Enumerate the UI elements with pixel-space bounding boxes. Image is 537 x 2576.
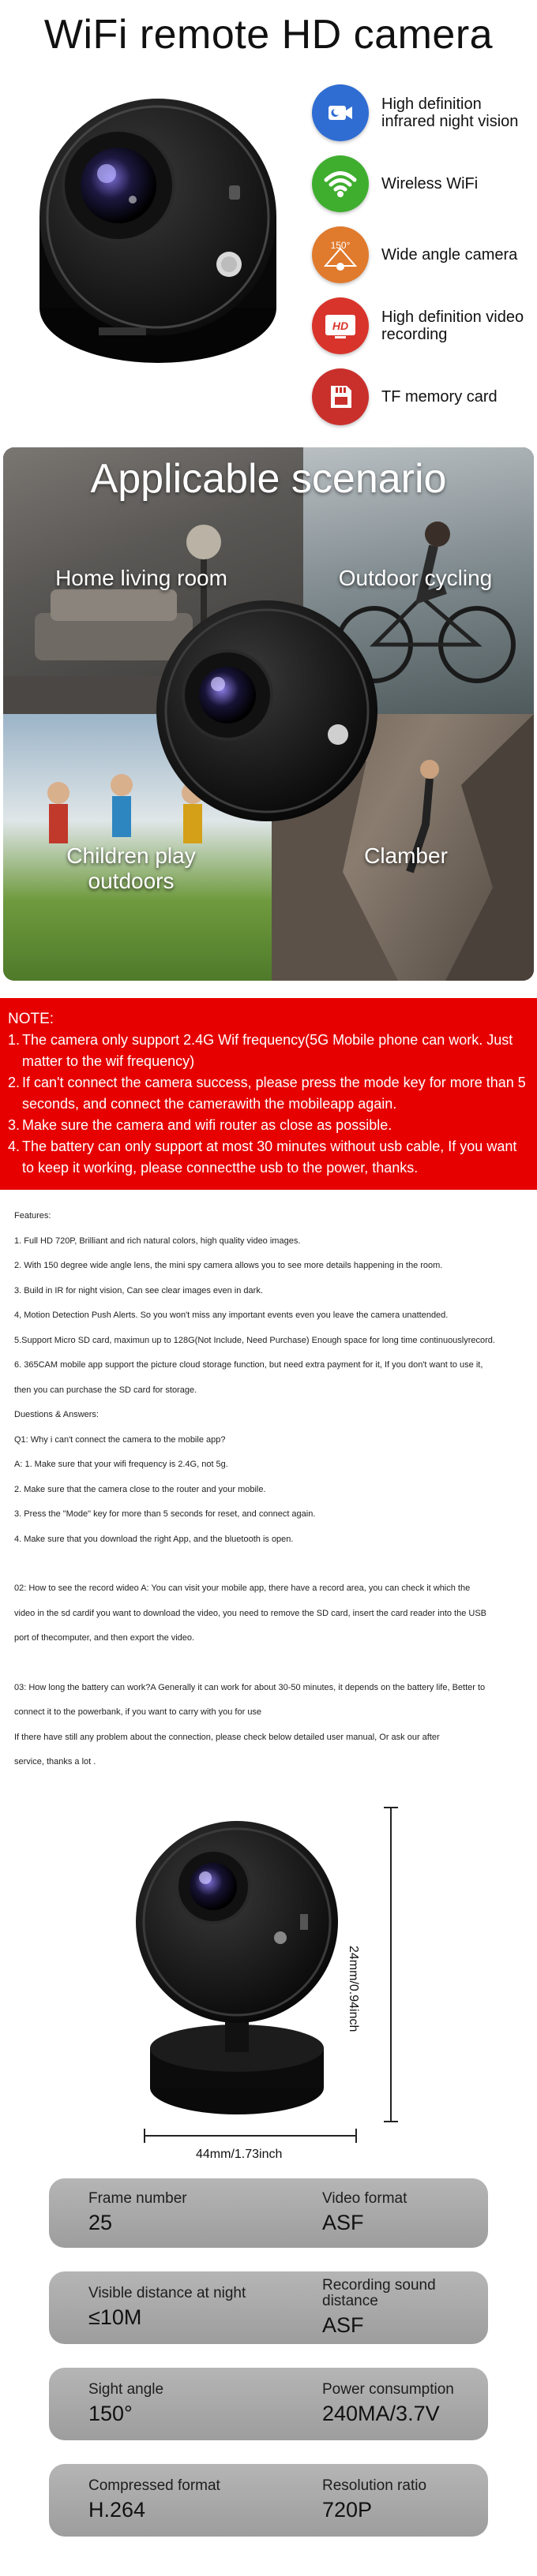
text-line: 6. 365CAM mobile app support the picture cloud storage function, but need extra payment for it, If you don't want to use it,	[14, 1360, 483, 1370]
text-line: Q1: Why i can't connect the camera to the mobile app?	[14, 1434, 226, 1445]
dimension-cap	[355, 2129, 357, 2143]
spec-label: Video format	[322, 2189, 407, 2207]
spec-card	[49, 2368, 488, 2440]
note-item	[8, 1030, 529, 1072]
hd-badge-text: HD	[332, 320, 349, 332]
note-item-text: Make sure the camera and wifi router as close as possible.	[22, 1117, 392, 1133]
sd-card-icon	[312, 368, 369, 425]
feature-list	[312, 77, 537, 432]
label-home-living-room: Home living room	[55, 566, 227, 590]
note-item	[8, 1072, 529, 1115]
text-line: service, thanks a lot .	[14, 1757, 96, 1767]
note-item-number: 4.	[8, 1138, 21, 1154]
note-item-text: The camera only support 2.4G Wif frequency(5G Mobile phone can work. Just matter to the wif frequency)	[22, 1032, 513, 1069]
spec-value: 720P	[322, 2497, 373, 2522]
text-line: 03: How long the battery can work?A Generally it can work for about 30-50 minutes, it depends on the battery life, Better to	[14, 1682, 486, 1692]
camera-product-image	[16, 67, 300, 375]
spec-value: ≤10M	[88, 2305, 142, 2329]
dimension-cap	[144, 2129, 145, 2143]
note-heading: NOTE:	[8, 1011, 54, 1027]
width-dimension-line	[144, 2135, 357, 2137]
features-text-section	[0, 1190, 537, 1775]
spec-label: Visible distance at night	[88, 2284, 246, 2301]
spec-item	[88, 2368, 322, 2440]
note-item-text: If can't connect the camera success, please press the mode key for more than 5 seconds, and connect the camerawith the mobileapp again.	[22, 1075, 526, 1112]
scenario-camera-image	[152, 596, 382, 826]
spec-item	[322, 2271, 488, 2344]
dimensions-section	[0, 1804, 537, 2178]
scenario-title: Applicable scenario	[90, 456, 447, 502]
feature-night-vision	[312, 77, 537, 148]
wifi-icon	[312, 155, 369, 212]
spec-label: Recording sound distance	[322, 2276, 436, 2309]
spacer	[14, 1552, 523, 1576]
angle-icon	[312, 226, 369, 283]
label-outdoor-cycling: Outdoor cycling	[338, 566, 493, 590]
page-title: WiFi remote HD camera	[43, 12, 494, 58]
note-item	[8, 1136, 529, 1179]
text-line: connect it to the powerbank, if you want to carry with you for use	[14, 1707, 262, 1717]
text-line: 2. Make sure that the camera close to the router and your mobile.	[14, 1484, 266, 1494]
feature-label: TF memory card	[381, 388, 498, 406]
text-line: 3. Press the "Mode" key for more than 5 seconds for reset, and connect again.	[14, 1509, 316, 1519]
specs-section	[0, 2178, 537, 2576]
note-item-text: The battery can only support at most 30 minutes without usb cable, If you want to keep it working, please connectthe usb to the power, thanks.	[22, 1138, 517, 1176]
dimension-cap	[384, 1807, 398, 1808]
spec-label: Sight angle	[88, 2380, 164, 2398]
feature-tf-card	[312, 361, 537, 432]
height-dimension-line	[390, 1807, 392, 2122]
spec-value: ASF	[322, 2210, 364, 2234]
note-section	[0, 998, 537, 1190]
text-line: 5.Support Micro SD card, maximun up to 128G(Not Include, Need Purchase) Enough space for long time continuouslyrecord.	[14, 1335, 495, 1345]
spec-item	[88, 2271, 322, 2344]
spec-item	[322, 2464, 488, 2537]
spec-value: 150°	[88, 2401, 133, 2425]
label-children-play: Children play outdoors	[66, 843, 196, 893]
dimension-cap	[384, 2121, 398, 2122]
spec-card	[49, 2464, 488, 2537]
text-line: 4. Make sure that you download the right App, and the bluetooth is open.	[14, 1534, 294, 1544]
feature-label: Wireless WiFi	[381, 175, 479, 193]
note-item-number: 2.	[8, 1075, 21, 1090]
spec-item	[88, 2178, 322, 2248]
text-line: port of thecomputer, and then export the video.	[14, 1633, 195, 1643]
spec-card	[49, 2178, 488, 2248]
spec-value: ASF	[322, 2312, 364, 2337]
width-label: 44mm/1.73inch	[196, 2147, 283, 2161]
note-item	[8, 1115, 529, 1136]
feature-hd-recording	[312, 290, 537, 361]
text-line: A: 1. Make sure that your wifi frequency is 2.4G, not 5g.	[14, 1460, 228, 1469]
feature-label: High definition infrared night vision	[381, 95, 519, 130]
text-line: 3. Build in IR for night vision, Can see clear images even in dark.	[14, 1285, 263, 1295]
note-list	[8, 1030, 529, 1179]
camera-icon	[312, 84, 369, 141]
scenario-section	[3, 447, 534, 981]
note-item-number: 1.	[8, 1032, 21, 1048]
angle-badge-text: 150°	[330, 240, 351, 251]
spec-value: 240MA/3.7V	[322, 2401, 440, 2425]
text-line: Features:	[14, 1211, 51, 1221]
spec-card	[49, 2271, 488, 2344]
spec-label: Compressed format	[88, 2477, 220, 2494]
camera-with-stand-image	[118, 1811, 363, 2119]
feature-label: High definition video recording	[381, 308, 524, 343]
note-item-number: 3.	[8, 1117, 21, 1133]
text-line: Duestions & Answers:	[14, 1410, 99, 1419]
text-line: video in the sd cardif you want to download the video, you need to remove the SD card, insert the card reader into the USB	[14, 1608, 487, 1618]
text-line: 1. Full HD 720P, Brilliant and rich natural colors, high quality video images.	[14, 1236, 301, 1246]
hd-video-icon	[312, 297, 369, 354]
spec-value: H.264	[88, 2497, 146, 2522]
hero-section	[0, 0, 537, 438]
text-line: then you can purchase the SD card for storage.	[14, 1385, 197, 1395]
text-line: If there have still any problem about the connection, please check below detailed user manual, Or ask our after	[14, 1732, 440, 1742]
spec-item	[88, 2464, 322, 2537]
spec-label: Power consumption	[322, 2380, 454, 2398]
text-line: 2. With 150 degree wide angle lens, the mini spy camera allows you to see more details happening in the room.	[14, 1261, 443, 1270]
height-label: 24mm/0.94inch	[347, 1945, 360, 2032]
spec-value: 25	[88, 2210, 113, 2234]
text-line: 4, Motion Detection Push Alerts. So you won't miss any important events even you leave the camera unattended.	[14, 1310, 449, 1320]
text-line: 02: How to see the record wideo A: You can visit your mobile app, there have a record area, you can check it which the	[14, 1583, 471, 1593]
spacer	[14, 1651, 523, 1676]
feature-wide-angle	[312, 219, 537, 290]
feature-label: Wide angle camera	[381, 246, 518, 264]
feature-wifi	[312, 148, 537, 219]
label-clamber: Clamber	[364, 843, 448, 868]
spec-item	[322, 2368, 488, 2440]
spec-item	[322, 2178, 488, 2248]
spec-label: Resolution ratio	[322, 2477, 427, 2494]
spec-label: Frame number	[88, 2189, 187, 2207]
